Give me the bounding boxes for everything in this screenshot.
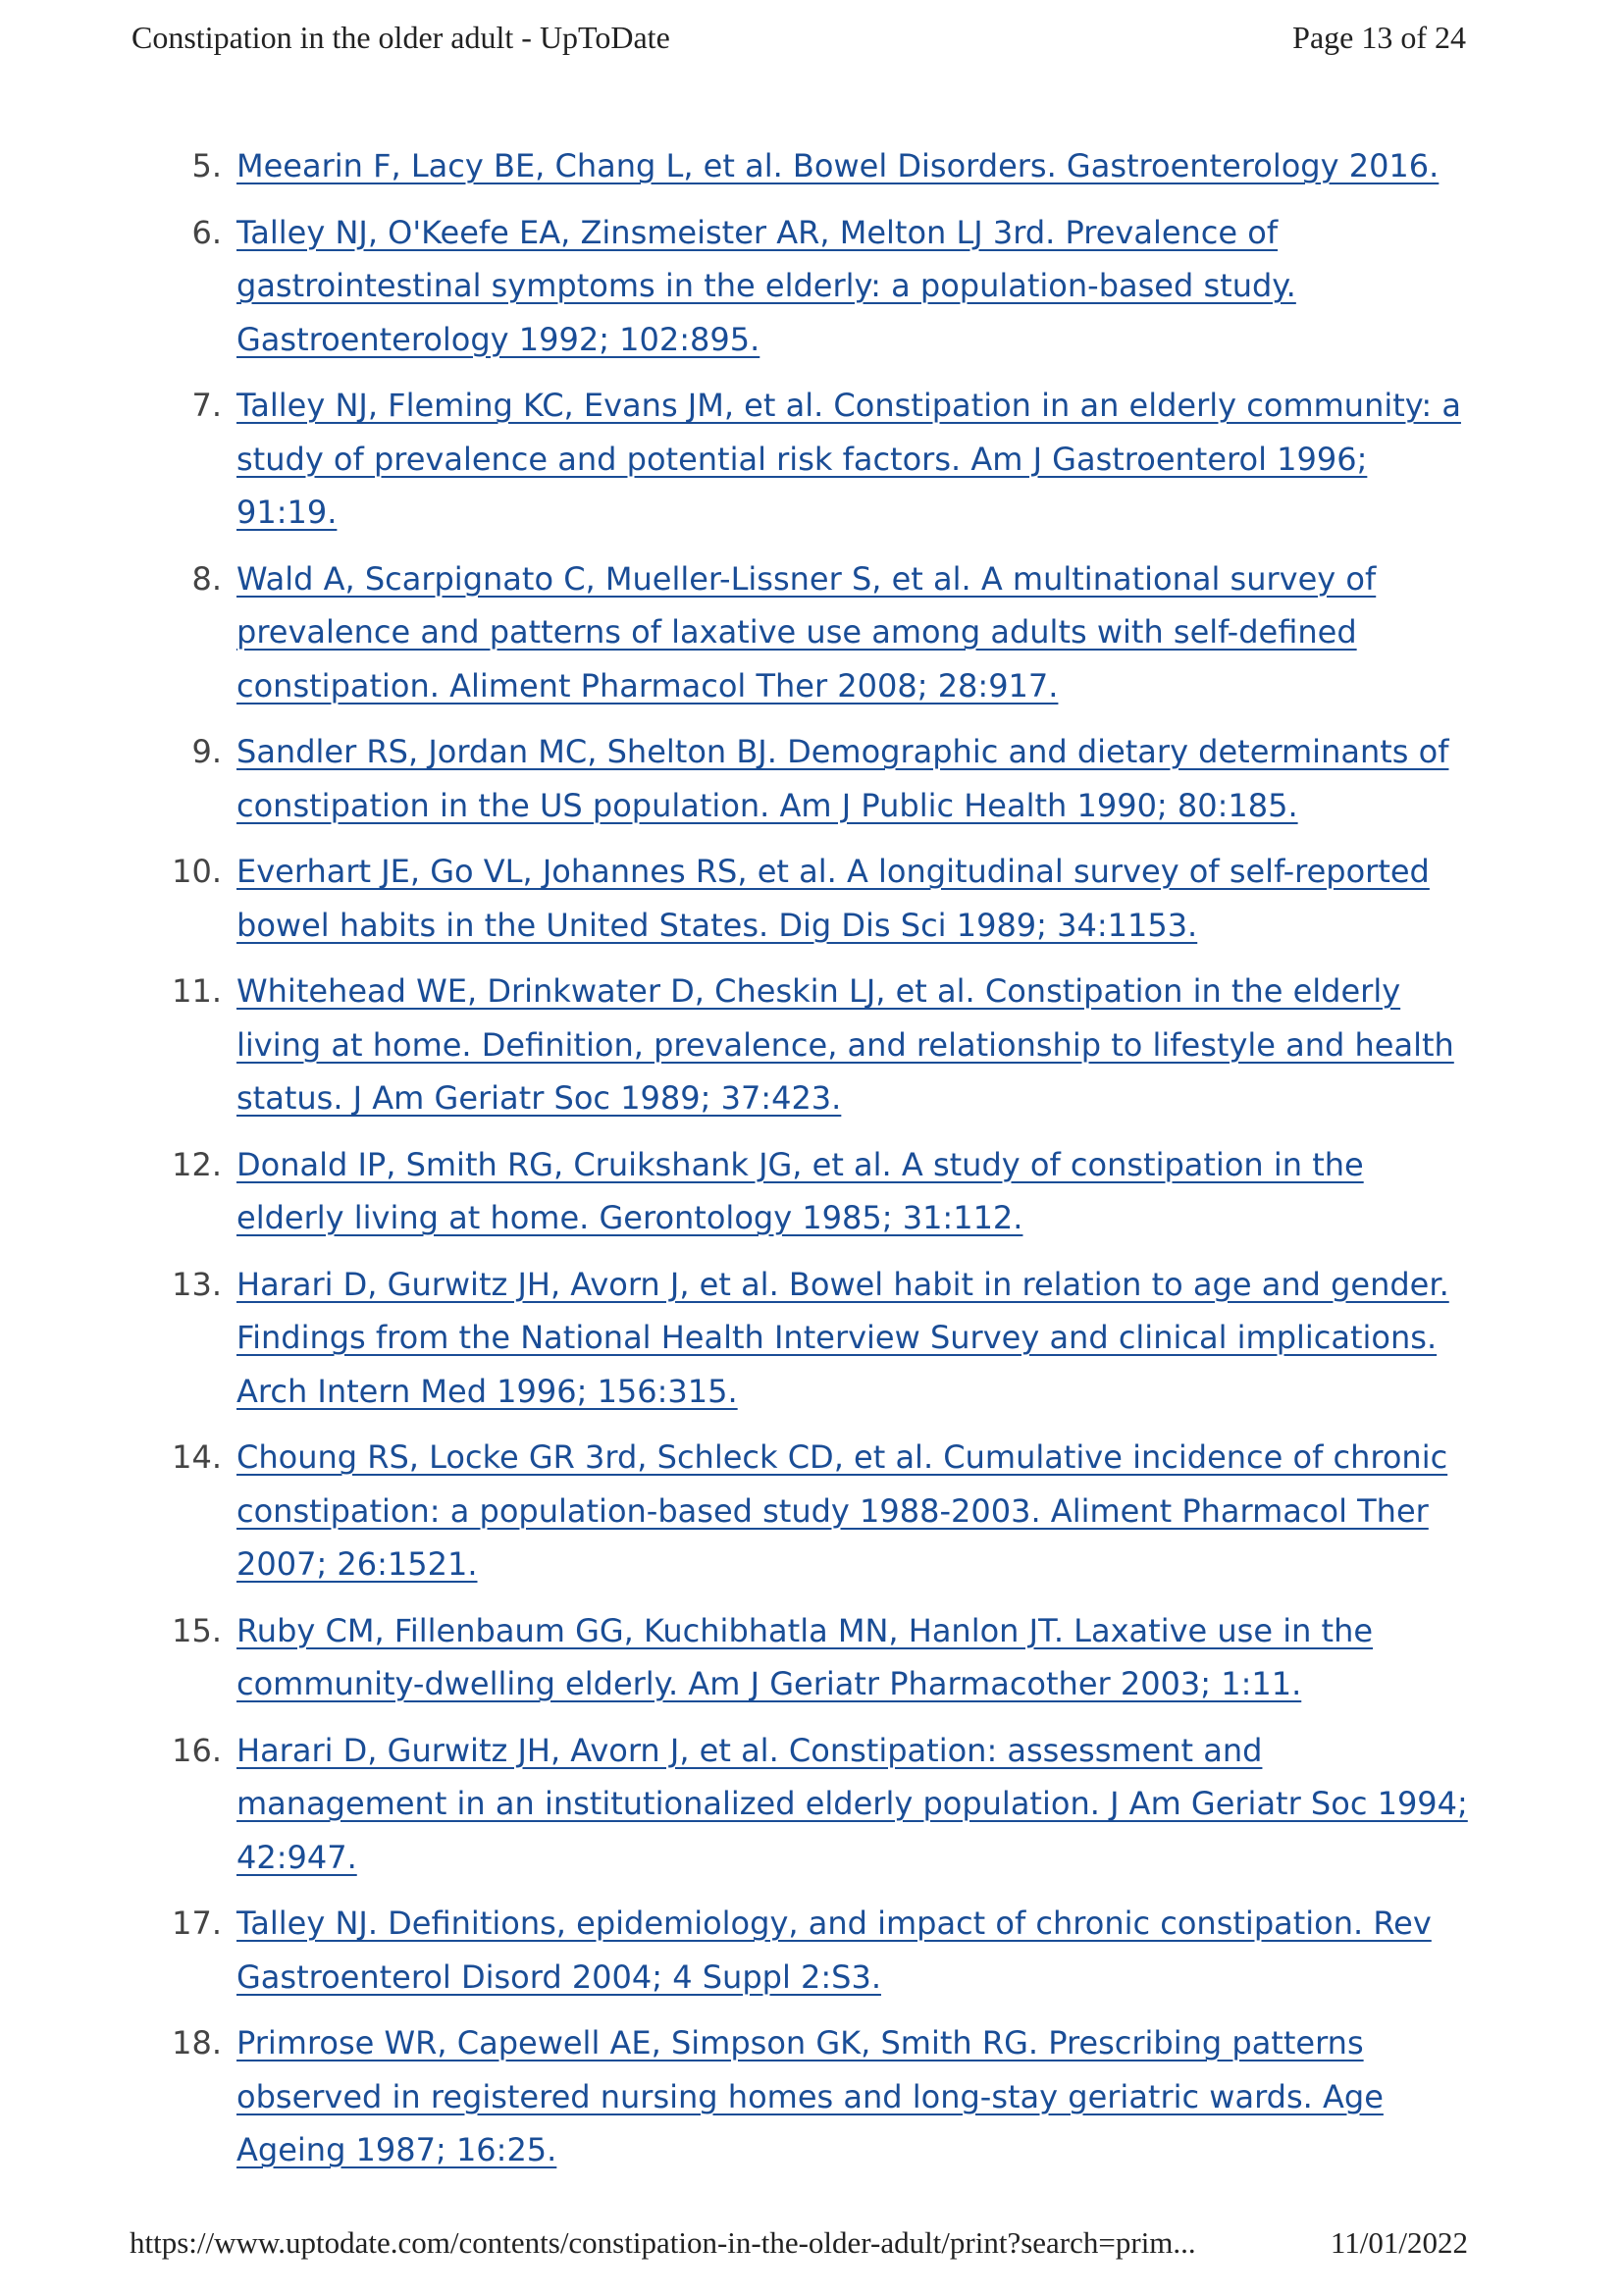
reference-item [157, 552, 1472, 713]
reference-number: 5. [191, 147, 222, 184]
reference-link[interactable]: Talley NJ, Fleming KC, Evans JM, et al. Constipation in an elderly community: a study of prevalence and potential risk factors. Am J Gastroenterol 1996; 91:19. [236, 387, 1461, 531]
reference-link[interactable]: Donald IP, Smith RG, Cruikshank JG, et al. A study of constipation in the elderly living at home. Gerontology 1985; 31:112. [236, 1145, 1364, 1236]
reference-link[interactable]: Choung RS, Locke GR 3rd, Schleck CD, et al. Cumulative incidence of chronic constipation: a population-based study 1988-2003. Aliment Pharmacol Ther 2007; 26:1521. [236, 1438, 1448, 1583]
reference-item [157, 725, 1472, 832]
reference-link[interactable]: Primrose WR, Capewell AE, Simpson GK, Smith RG. Prescribing patterns observed in registered nursing homes and long-stay geriatric wards. Age Ageing 1987; 16:25. [236, 2024, 1384, 2168]
reference-item [157, 379, 1472, 540]
reference-number: 15. [172, 1611, 222, 1649]
page-header [131, 20, 1466, 56]
reference-number: 8. [191, 559, 222, 598]
footer-url: https://www.uptodate.com/contents/constipation-in-the-older-adult/print?search=prim... [130, 2225, 1196, 2260]
reference-number: 13. [172, 1265, 222, 1303]
document-title: Constipation in the older adult - UpToDate [131, 20, 670, 55]
reference-item [157, 1431, 1472, 1592]
reference-number: 7. [191, 387, 222, 424]
reference-item [157, 139, 1472, 193]
reference-link[interactable]: Sandler RS, Jordan MC, Shelton BJ. Demographic and dietary determinants of constipation in the US population. Am J Public Health 1990; 80:185. [236, 733, 1449, 824]
reference-link[interactable]: Whitehead WE, Drinkwater D, Cheskin LJ, et al. Constipation in the elderly living at home. Definition, prevalence, and relationship to lifestyle and health status. J Am Geriatr Soc 1989; 37:423. [236, 972, 1454, 1117]
reference-link[interactable]: Wald A, Scarpignato C, Mueller-Lissner S, et al. A multinational survey of prevalence and patterns of laxative use among adults with self-defined constipation. Aliment Pharmacol Ther 2008; 28:917. [236, 559, 1377, 704]
page-footer [130, 2225, 1468, 2261]
reference-item [157, 1138, 1472, 1245]
reference-item [157, 1258, 1472, 1419]
reference-item [157, 206, 1472, 367]
reference-number: 6. [191, 213, 222, 251]
reference-number: 12. [172, 1145, 222, 1183]
page-number: Page 13 of 24 [1292, 20, 1466, 55]
reference-number: 14. [172, 1438, 222, 1476]
footer-date: 11/01/2022 [1330, 2225, 1468, 2260]
reference-item [157, 2016, 1472, 2177]
reference-link[interactable]: Talley NJ, O'Keefe EA, Zinsmeister AR, Melton LJ 3rd. Prevalence of gastrointestinal symptoms in the elderly: a population-based study. Gastroenterology 1992; 102:895. [236, 213, 1296, 358]
reference-link[interactable]: Harari D, Gurwitz JH, Avorn J, et al. Bowel habit in relation to age and gender. Findings from the National Health Interview Survey and clinical implications. Arch Intern Med 1996; 156:315. [236, 1265, 1449, 1410]
reference-number: 16. [172, 1731, 222, 1769]
reference-item [157, 1604, 1472, 1711]
reference-link[interactable]: Meearin F, Lacy BE, Chang L, et al. Bowel Disorders. Gastroenterology 2016. [236, 147, 1440, 184]
reference-number: 9. [191, 733, 222, 770]
reference-link[interactable]: Harari D, Gurwitz JH, Avorn J, et al. Constipation: assessment and management in an institutionalized elderly population. J Am Geriatr Soc 1994; 42:947. [236, 1731, 1468, 1876]
reference-item [157, 1724, 1472, 1885]
reference-item [157, 965, 1472, 1125]
reference-item [157, 1897, 1472, 2004]
reference-link[interactable]: Ruby CM, Fillenbaum GG, Kuchibhatla MN, Hanlon JT. Laxative use in the community-dwelling elderly. Am J Geriatr Pharmacother 2003; 1:11. [236, 1611, 1374, 1702]
reference-number: 18. [172, 2024, 222, 2061]
reference-list [157, 139, 1472, 2190]
reference-number: 11. [172, 972, 222, 1010]
reference-link[interactable]: Everhart JE, Go VL, Johannes RS, et al. A longitudinal survey of self-reported bowel habits in the United States. Dig Dis Sci 1989; 34:1153. [236, 853, 1430, 944]
reference-item [157, 845, 1472, 952]
reference-link[interactable]: Talley NJ. Definitions, epidemiology, and impact of chronic constipation. Rev Gastroenterol Disord 2004; 4 Suppl 2:S3. [236, 1905, 1432, 1996]
reference-number: 10. [172, 853, 222, 890]
reference-number: 17. [172, 1905, 222, 1942]
